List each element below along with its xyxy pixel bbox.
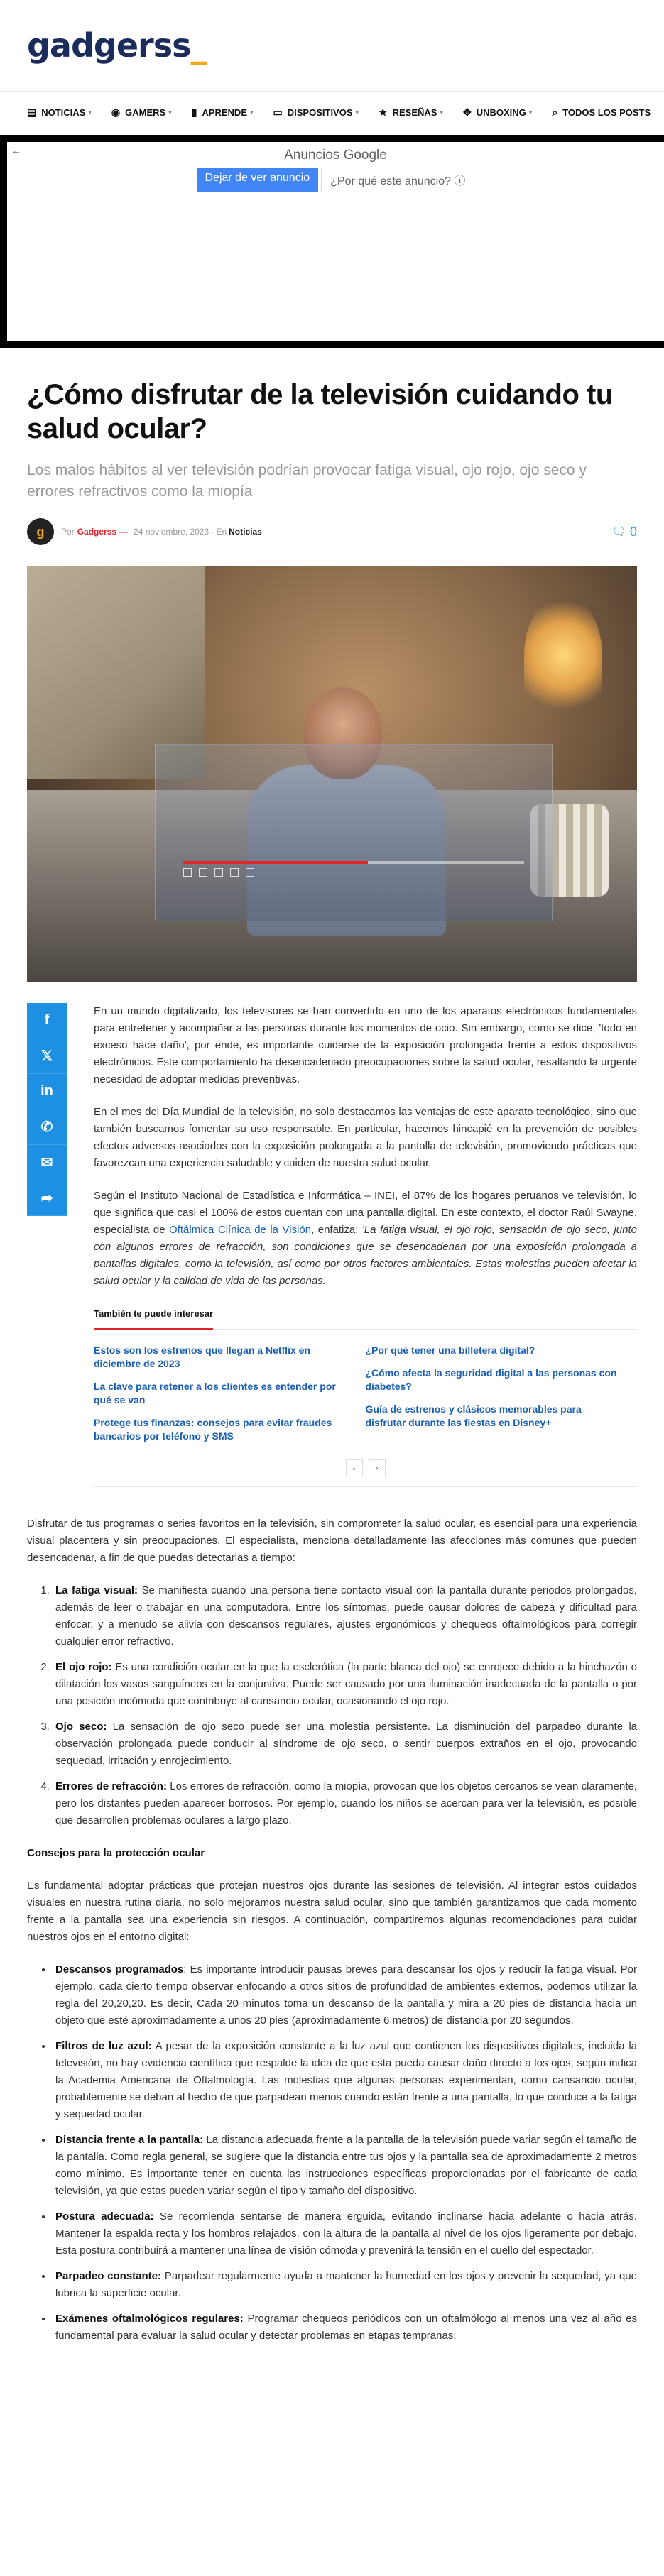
ad-label-prefix: Anuncios xyxy=(284,148,344,163)
share-bar xyxy=(27,1003,67,1516)
list-item-text: Parpadear regularmente ayuda a mantener la humedad en los ojos y prevenir la sequedad, ya que lubrica la superficie ocular. xyxy=(55,2270,637,2299)
list-item xyxy=(53,2208,637,2259)
list-item xyxy=(53,1659,637,1710)
article-content xyxy=(67,1003,637,1516)
article-meta xyxy=(27,518,637,545)
nav-item-todos-los-posts[interactable] xyxy=(552,106,651,119)
list-item-term: Ojo seco: xyxy=(55,1721,107,1733)
comment-bubble-icon: 🗨 xyxy=(611,526,626,538)
related-link[interactable]: ¿Por qué tener una billetera digital? xyxy=(365,1344,535,1356)
category-link[interactable]: Noticias xyxy=(229,527,262,537)
stop-ad-button[interactable]: Dejar de ver anuncio xyxy=(197,168,319,192)
list-item-term: Distancia frente a la pantalla: xyxy=(55,2134,204,2146)
list-item-term: Descansos programados xyxy=(55,1963,184,1975)
newspaper-icon: ▤ xyxy=(27,106,37,118)
nav-item-label: GAMERS xyxy=(125,106,166,118)
paragraph-1: En un mundo digitalizado, los televisores se han convertido en uno de los aparatos electrónicos fundamentales para entretener y acompañar a las personas durante los momentos de ocio. Sin embargo, como se dice, 'todo en exceso hace daño', por ende, es importante cuidarse de la exposición prolongada frente a estos dispositivos electrónicos. Este comportamiento ha desencadenado preocupaciones sobre la salud ocular, resaltando la urgente necesidad de adoptar medidas preventivas. xyxy=(94,1005,637,1085)
article-header xyxy=(0,378,664,982)
related-bottom-divider xyxy=(94,1486,637,1487)
paragraph-5: Es fundamental adoptar prácticas que protejan nuestros ojos durante las sesiones de televisión. Al integrar estos cuidados visuales en nuestra rutina diaria, no solo mejoramos nuestra salud ocular, sino que también garantizamos que cada momento frente a la pantalla sea una experiencia sin riesgos. A continuación, compartiremos algunas recomendaciones para cuidar nuestros ojos en el entorno digital: xyxy=(27,1880,637,1943)
ad-label xyxy=(7,142,664,163)
list-item-text: A pesar de la exposición constante a la luz azul que contienen los dispositivos digitales, incluida la televisión, no hay evidencia científica que respalde la idea de que esta pueda causar daño directo a los ojos, según indica la Academia Americana de Oftalmología. Las molestias que algunas personas experimentan, como cansancio ocular, probablemente se deban al hecho de que parpadean menos cuando están frente a una pantalla, lo que conduce a la fatiga y sequedad ocular. xyxy=(55,2040,638,2120)
by-label: Por xyxy=(61,527,75,537)
comment-count: 0 xyxy=(629,524,637,539)
list-item xyxy=(53,1778,637,1829)
article-content-continued xyxy=(0,1516,664,2345)
related-link[interactable]: ¿Cómo afecta la seguridad digital a las personas con diabetes? xyxy=(365,1367,617,1392)
p3-text-b: , enfatiza: xyxy=(311,1224,362,1236)
conditions-list xyxy=(27,1582,637,1829)
nav-item-label: TODOS LOS POSTS xyxy=(562,106,651,118)
related-link[interactable]: La clave para retener a los clientes es entender por qué se van xyxy=(94,1381,336,1405)
nav-item-label: RESEÑAS xyxy=(392,106,437,118)
hero-screen-controls xyxy=(183,868,261,877)
facebook-icon[interactable]: f xyxy=(27,1003,67,1038)
nav-item-aprende[interactable] xyxy=(192,106,254,119)
list-item-term: Parpadeo constante: xyxy=(55,2270,162,2282)
list-item-term: El ojo rojo: xyxy=(55,1661,112,1673)
linkedin-icon[interactable]: in xyxy=(27,1074,67,1109)
chevron-down-icon: ▾ xyxy=(528,108,533,116)
paragraph-4: Disfrutar de tus programas o series favoritos en la televisión, sin comprometer la salud ocular, es esencial para una experiencia visual placentera y sin preocupaciones. El especialista, menciona detalladamente las afecciones más comunes que pueden desencadenar, a fin de que puedas detectarlas a tiempo: xyxy=(27,1518,637,1564)
in-label: · En xyxy=(211,527,227,537)
list-item-text: Es una condición ocular en la que la esclerótica (la parte blanca del ojo) se enrojece debido a la hinchazón o dilatación los vasos sanguíneos en la conjuntiva. Puede ser causado por una iluminación inadecuada de la pantalla o por una posición incómoda que contribuye al cansancio ocular, ocasionando el ojo rojo. xyxy=(55,1661,637,1707)
related-pagination xyxy=(94,1459,637,1476)
publish-date: 24 noviembre, 2023 xyxy=(134,527,209,537)
list-item-term: Filtros de luz azul: xyxy=(55,2040,152,2052)
hero-transparent-screen xyxy=(155,744,553,921)
avatar-logo-icon: g xyxy=(36,524,45,539)
nav-item-noticias[interactable] xyxy=(27,106,92,119)
site-header xyxy=(0,0,664,133)
list-item-term: Exámenes oftalmológicos regulares: xyxy=(55,2313,244,2325)
logo-text: gadgerss xyxy=(27,26,191,65)
p3-text-a: Según el Instituto Nacional de Estadística e Informática – INEI, el 87% de los hogares peruanos ve televisión, lo que significa que casi el 100% de estos cuentan con una pantalla digital. En este contexto, el doctor Raúl Swayne, especialista de xyxy=(94,1190,637,1236)
hero-image xyxy=(27,566,637,982)
article-title: ¿Cómo disfrutar de la televisión cuidando tu salud ocular? xyxy=(27,379,613,444)
hero-lamp xyxy=(524,595,602,716)
star-icon: ★ xyxy=(379,106,388,118)
related-posts xyxy=(94,1305,637,1487)
main-nav xyxy=(0,91,664,133)
related-link[interactable]: Guía de estrenos y clásicos memorables para disfrutar durante las fiestas en Disney+ xyxy=(365,1403,582,1428)
list-item-term: Postura adecuada: xyxy=(55,2210,154,2223)
logo-cursor: _ xyxy=(190,26,207,65)
chevron-down-icon: ▾ xyxy=(355,108,359,116)
related-grid xyxy=(94,1344,637,1452)
site-logo[interactable] xyxy=(27,26,206,65)
p3-quote: 'La fatiga visual, el ojo rojo, sensación de ojo seco, junto con algunos errores de refracción, son condiciones que se desencadenan por una exposición prolongada a pantallas digitales, como la televisión, así como por otros factores ambientales. Estas molestias pueden afectar la salud ocular y la calidad de vida de las personas. xyxy=(94,1224,637,1287)
x-icon[interactable]: 𝕏 xyxy=(27,1038,67,1074)
author-avatar[interactable] xyxy=(27,518,54,545)
list-item-text: Se manifiesta cuando una persona tiene contacto visual con la pantalla durante periodos prolongados, además de leer o trabajar en una computadora. Entre los síntomas, puede causar dolores de cabeza y dificultad para enfocar, y a menudo se alivia con descansos regulares, ajustes ergonómicos y chequeos oftalmológicos para corregir cualquier error refractivo. xyxy=(55,1584,637,1648)
list-item-text: Programar chequeos periódicos con un oftalmólogo al menos una vez al año es fundamental para evaluar la salud ocular y detectar problemas en etapas tempranas. xyxy=(55,2313,637,2342)
tips-list xyxy=(27,1961,637,2345)
ad-frame xyxy=(7,142,664,341)
chevron-down-icon: ▾ xyxy=(168,108,172,116)
chevron-down-icon: ▾ xyxy=(88,108,92,116)
chevron-down-icon: ▾ xyxy=(440,108,443,116)
paragraph-3 xyxy=(94,1188,637,1290)
share-icon[interactable]: ➦ xyxy=(27,1180,67,1216)
related-heading: También te puede interesar xyxy=(94,1305,213,1330)
paragraph-2: En el mes del Día Mundial de la televisión, no solo destacamos las ventajas de este aparato tecnológico, sino que también buscamos fomentar su uso responsable. En particular, hacemos hincapié en la prevención de posibles efectos adversos asociados con la exposición prolongada a la pantalla de televisión, promoviendo prácticas que favorezcan una experiencia saludable y cuiden de nuestra salud ocular. xyxy=(94,1106,637,1169)
related-link[interactable]: Protege tus finanzas: consejos para evitar fraudes bancarios por teléfono y SMS xyxy=(94,1417,332,1442)
related-next-button[interactable]: › xyxy=(369,1459,386,1476)
nav-item-unboxing[interactable] xyxy=(463,106,532,119)
comments-link[interactable] xyxy=(612,525,637,539)
meta-dash: — xyxy=(119,527,129,537)
list-item-text: : Es importante introducir pausas breves para descansar los ojos y reducir la fatiga visual. Por ejemplo, cada cierto tiempo observar enfocando a otros sitios de profundidad de ambientes externos, podemos utilizar la regla del 20,20,20. Es decir, Cada 20 minutos toma un descanso de la pantalla y mira a 20 pies de distancia hacia un objeto que esté aproximadamente a unos 20 pies (aproximadamente 6 metros) de distancia por 20 segundos. xyxy=(55,1963,638,2027)
list-item xyxy=(53,2038,637,2123)
nav-item-label: APRENDE xyxy=(202,106,247,118)
chevron-down-icon: ▾ xyxy=(250,108,254,116)
related-column-right xyxy=(366,1344,638,1452)
list-item xyxy=(53,1961,637,2029)
list-item-text: Se recomienda sentarse de manera erguida, evitando inclinarse hacia adelante o hacia atrás. Mantener la espalda recta y los hombros relajados, con la altura de la pantalla al nivel de los ojos ligeramente por debajo. Esta postura contribuirá a mantener una línea de visión cómoda y prevenirá la tensión en el cuello del espectador. xyxy=(55,2210,637,2257)
gamepad-icon: ◉ xyxy=(111,106,121,118)
list-item xyxy=(53,2132,637,2200)
nav-item-label: DISPOSITIVOS xyxy=(287,106,353,118)
email-icon[interactable]: ✉ xyxy=(27,1145,67,1180)
search-icon: ⌕ xyxy=(552,106,558,118)
why-ad-button[interactable]: ¿Por qué este anuncio? ⓘ xyxy=(321,168,474,192)
hero-screen-progress-fill xyxy=(183,861,368,864)
nav-item-label: NOTICIAS xyxy=(41,106,86,118)
list-item-text: La distancia adecuada frente a la pantalla de la televisión puede variar según el tamaño de la pantalla. Como regla general, se sugiere que la distancia entre tus ojos y la pantalla sea de aproximadamente 2 metros como mínimo. Es importante tener en cuenta las instrucciones específicas proporcionadas por el fabricante de cada televisión, ya que estas pueden variar según el tipo y tamaño del dispositivo. xyxy=(55,2134,637,2197)
article-subtitle: Los malos hábitos al ver televisión podrían provocar fatiga visual, ojo rojo, ojo seco y errores refractivos como la miopía xyxy=(27,462,587,500)
whatsapp-icon[interactable]: ✆ xyxy=(27,1109,67,1145)
list-item xyxy=(53,1582,637,1650)
related-column-left xyxy=(94,1344,366,1452)
related-link[interactable]: Estos son los estrenos que llegan a Netflix en diciembre de 2023 xyxy=(94,1344,310,1369)
nav-item-dispositivos[interactable] xyxy=(273,106,359,119)
list-item xyxy=(53,2311,637,2345)
list-item xyxy=(53,1719,637,1770)
list-item-text: La sensación de ojo seco puede ser una molestia persistente. La disminución del parpadeo durante la observación prolongada puede conducir al síndrome de ojo seco, o sentir cuerpos extraños en el ojo, provocando sequedad, irritación y enrojecimiento. xyxy=(55,1721,637,1767)
header-top xyxy=(0,0,664,91)
article-body xyxy=(0,1003,664,1516)
back-arrow-icon[interactable]: ← xyxy=(11,145,21,156)
nav-item-gamers[interactable] xyxy=(111,106,172,119)
nav-item-reseñas[interactable] xyxy=(379,106,443,119)
tips-heading: Consejos para la protección ocular xyxy=(27,1847,205,1859)
nav-item-label: UNBOXING xyxy=(476,106,526,118)
laptop-icon: ▭ xyxy=(273,106,283,118)
ad-buttons xyxy=(7,168,664,192)
box-icon: ✥ xyxy=(463,106,472,118)
related-prev-button[interactable]: ‹ xyxy=(346,1459,363,1476)
list-item-term: La fatiga visual: xyxy=(55,1584,138,1596)
list-item-term: Errores de refracción: xyxy=(55,1780,167,1792)
author-link[interactable]: Gadgerss xyxy=(77,527,117,537)
list-item xyxy=(53,2268,637,2302)
ad-container xyxy=(0,135,664,348)
list-item-text: Los errores de refracción, como la miopía, provocan que los objetos cercanos se vean claramente, pero los distantes pueden aparecer borrosos. Por ejemplo, cuando los niños se acercan para ver la televisión, es posible que desarrollen problemas oculares a largo plazo. xyxy=(55,1780,637,1826)
book-icon: ▮ xyxy=(191,106,197,118)
ad-label-brand: Google xyxy=(343,148,387,163)
clinic-link[interactable]: Oftálmica Clínica de la Visión xyxy=(169,1224,312,1236)
